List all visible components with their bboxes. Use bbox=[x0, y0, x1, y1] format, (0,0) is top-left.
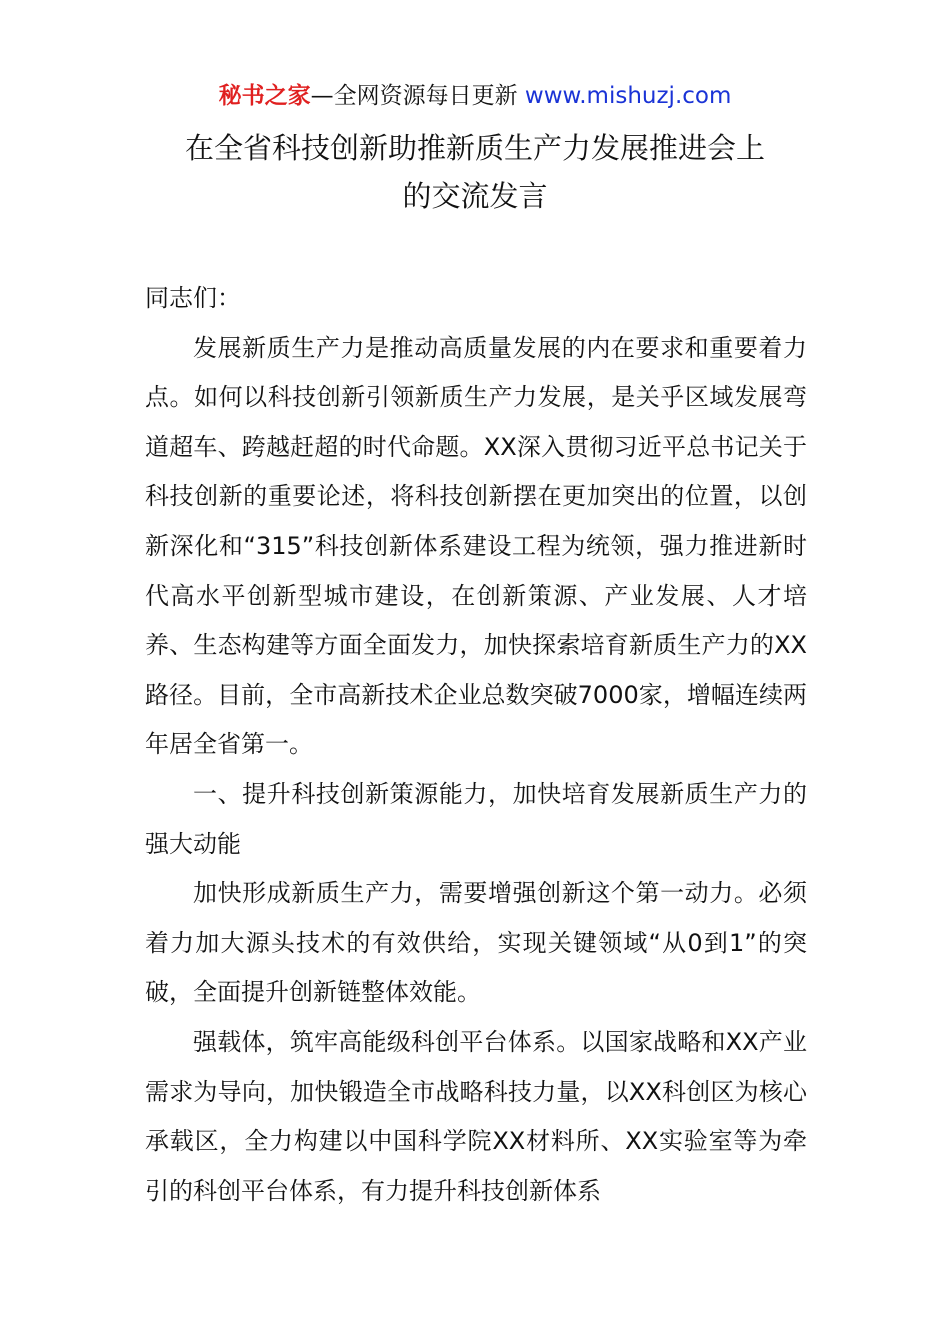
title-line-2: 的交流发言 bbox=[402, 179, 548, 213]
title-line-1: 在全省科技创新助推新质生产力发展推进会上 bbox=[184, 131, 765, 165]
document-body bbox=[145, 274, 807, 1216]
paragraph-platforms: 强载体，筑牢高能级科创平台体系。以国家战略和XX产业需求为导向，加快锻造全市战略科技力量，以XX科创区为核心承载区，全力构建以中国科学院XX材料所、XX实验室等为牵引的科创平台体系，有力提升科技创新体系 bbox=[145, 1027, 807, 1205]
paragraph-intro: 发展新质生产力是推动高质量发展的内在要求和重要着力点。如何以科技创新引领新质生产力发展，是关乎区域发展弯道超车、跨越赶超的时代命题。XX深入贯彻习近平总书记关于科技创新的重要论述，将科技创新摆在更加突出的位置，以创新深化和“315”科技创新体系建设工程为统领，强力推进新时代高水平创新型城市建设，在创新策源、产业发展、人才培养、生态构建等方面全面发力，加快探索培育新质生产力的XX路径。目前，全市高新技术企业总数突破7000家，增幅连续两年居全省第一。 bbox=[145, 333, 807, 759]
paragraph-section-1: 加快形成新质生产力，需要增强创新这个第一动力。必须着力加大源头技术的有效供给，实现关键领域“从0到1”的突破，全面提升创新链整体效能。 bbox=[145, 879, 807, 1007]
salutation: 同志们： bbox=[145, 284, 241, 312]
brand-name: 秘书之家 bbox=[218, 83, 311, 109]
site-url-link[interactable]: www.mishuzj.com bbox=[524, 83, 732, 109]
section-heading-1: 一、提升科技创新策源能力，加快培育发展新质生产力的强大动能 bbox=[145, 779, 807, 858]
document-title bbox=[0, 124, 950, 220]
site-banner bbox=[0, 80, 950, 112]
banner-tagline: —全网资源每日更新 bbox=[310, 83, 525, 109]
